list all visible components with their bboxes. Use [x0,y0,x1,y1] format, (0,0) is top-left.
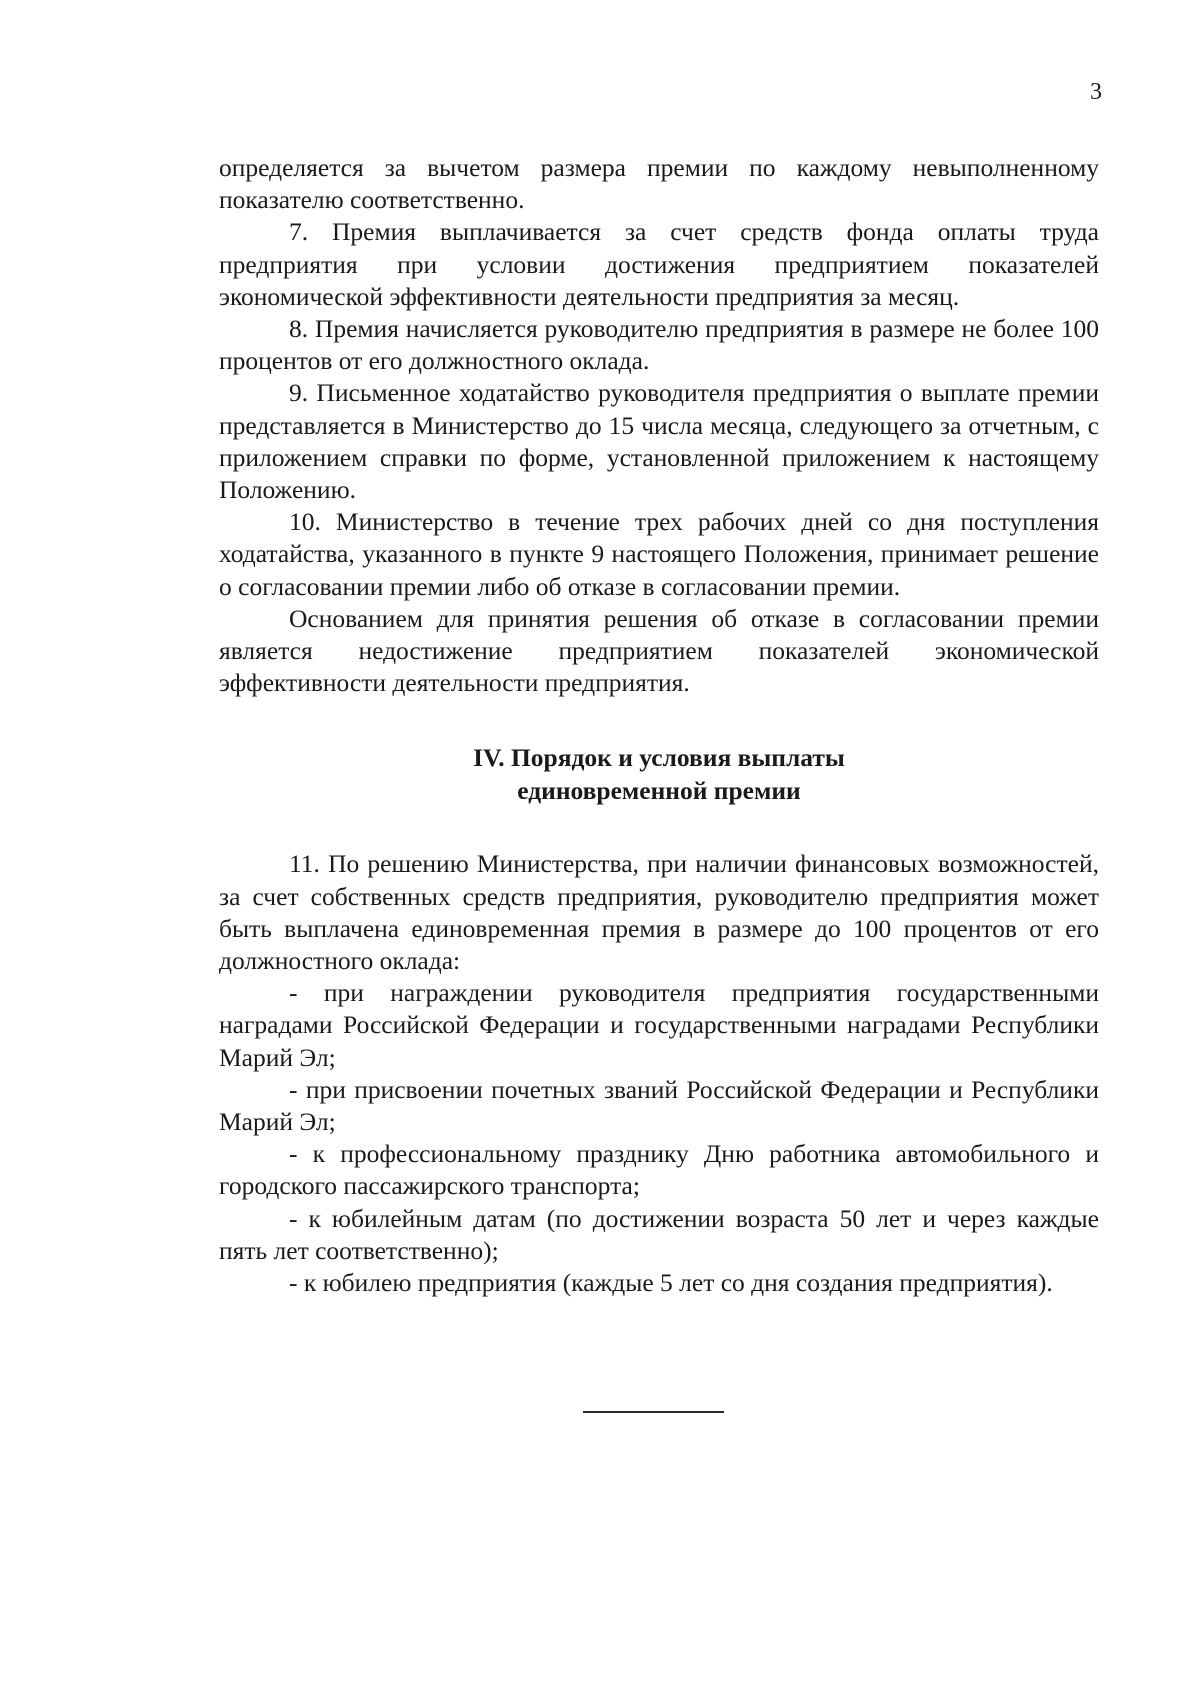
end-of-document-rule [583,1411,724,1413]
list-item-honorary-titles: - при присвоении почетных званий Российской Федерации и Республики Марий Эл; [219,1074,1099,1137]
list-item-enterprise-anniversary: - к юбилею предприятия (каждые 5 лет со дня создания предприятия). [289,1268,1053,1298]
paragraph-item-11: 11. По решению Министерства, при наличии финансовых возможностей, за счет собственных средств предприятия, руководителю предприятия может быть выплачена единовременная премия в размере до 100 процентов от его должностного оклада: [219,849,1099,976]
paragraph-item-7: 7. Премия выплачивается за счет средств фонда оплаты труда предприятия при условии достижения предприятием показателей экономической эффективности деятельности предприятия за месяц. [219,217,1099,311]
list-item-awards: - при награждении руководителя предприятия государственными наградами Российской Федерации и государственными наградами Республики Марий Эл; [219,978,1099,1072]
paragraph-item-9: 9. Письменное ходатайство руководителя предприятия о выплате премии представляется в Министерство до 15 числа месяца, следующего за отчетным, с приложением справки по форме, установленной приложением к настоящему Положению. [219,378,1099,505]
paragraph-item-8: 8. Премия начисляется руководителю предприятия в размере не более 100 процентов от его должностного оклада. [219,314,1099,376]
paragraph-refusal-basis: Основанием для принятия решения об отказе в согласовании премии является недостижение предприятием показателей экономической эффективности деятельности предприятия. [219,603,1099,698]
section-heading-line-2: единовременной премии [517,776,801,806]
list-item-anniversary-dates: - к юбилейным датам (по достижении возраста 50 лет и через каждые пять лет соответственно); [219,1203,1099,1265]
paragraph-item-10: 10. Министерство в течение трех рабочих дней со дня поступления ходатайства, указанного в пункте 9 настоящего Положения, принимает решение о согласовании премии либо об отказе в согласовании премии. [219,507,1099,601]
page-number: 3 [1090,79,1102,105]
section-heading [219,741,1099,807]
paragraph-continuation: определяется за вычетом размера премии по каждому невыполненному показателю соответственно. [219,153,1099,215]
section-heading-line-1: IV. Порядок и условия выплаты [473,743,845,773]
list-item-professional-holiday: - к профессиональному празднику Дню работника автомобильного и городского пассажирского транспорта; [219,1139,1099,1201]
document-body [219,152,1099,1299]
